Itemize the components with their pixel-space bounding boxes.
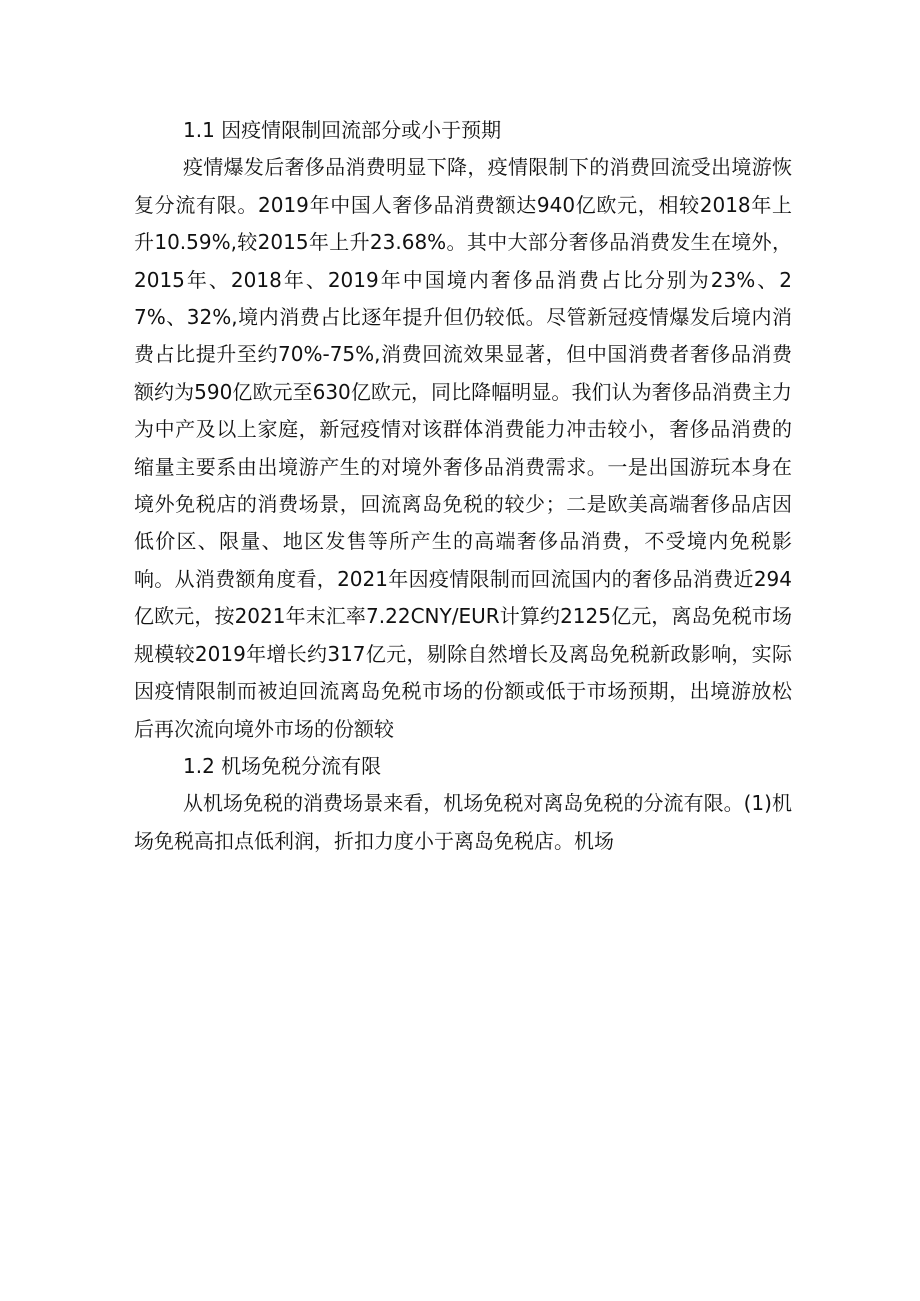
section-heading-1-1: 1.1 因疫情限制回流部分或小于预期 [183, 118, 502, 142]
section-heading-1-2: 1.2 机场免税分流有限 [183, 753, 382, 778]
section-paragraph-1-2: 从机场免税的消费场景来看，机场免税对离岛免税的分流有限。(1)机场免税高扣点低利润，折扣力度小于离岛免税店。机场 [134, 791, 792, 853]
document-body [134, 112, 792, 860]
section-paragraph-1-1: 疫情爆发后奢侈品消费明显下降，疫情限制下的消费回流受出境游恢复分流有限。2019年中国人奢侈品消费额达940亿欧元，相较2018年上升10.59%,较2015年上升23.68%。其中大部分奢侈品消费发生在境外，2015年、2018年、2019年中国境内奢侈品消费占比分别为23%、27%、32%,境内消费占比逐年提升但仍较低。尽管新冠疫情爆发后境内消费占比提升至约70%-75%,消费回流效果显著，但中国消费者奢侈品消费额约为590亿欧元至630亿欧元，同比降幅明显。我们认为奢侈品消费主力为中产及以上家庭，新冠疫情对该群体消费能力冲击较小，奢侈品消费的缩量主要系由出境游产生的对境外奢侈品消费需求。一是出国游玩本身在境外免税店的消费场景，回流离岛免税的较少；二是欧美高端奢侈品店因低价区、限量、地区发售等所产生的高端奢侈品消费，不受境内免税影响。从消费额角度看，2021年因疫情限制而回流国内的奢侈品消费近294亿欧元，按2021年末汇率7.22CNY/EUR计算约2125亿元，离岛免税市场规模较2019年增长约317亿元，剔除自然增长及离岛免税新政影响，实际因疫情限制而被迫回流离岛免税市场的份额或低于市场预期，出境游放松后再次流向境外市场的份额较 [134, 155, 792, 741]
